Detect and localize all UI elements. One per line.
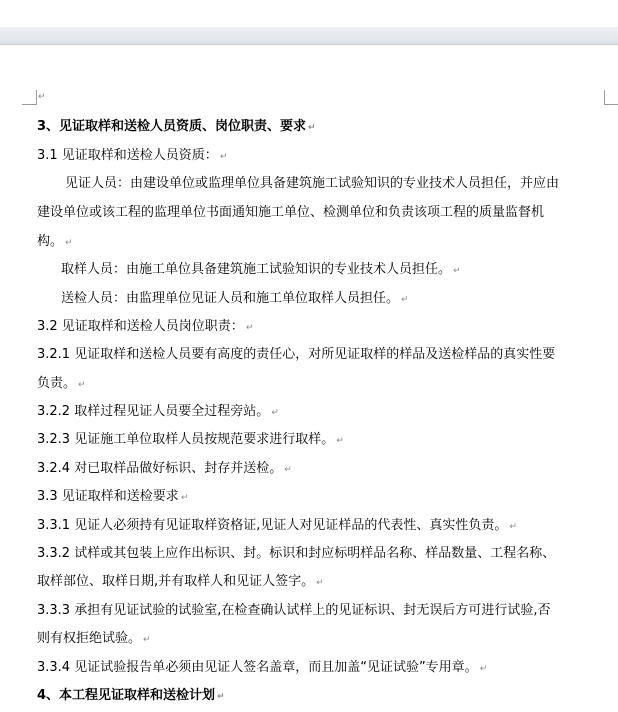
item-3-2-1-line-2: 负责。 ↵ <box>37 376 86 391</box>
section-3-heading: 3、见证取样和送检人员资质、岗位职责、要求 ↵ <box>37 119 316 134</box>
sampling-personnel-paragraph: 取样人员：由施工单位具备建筑施工试验知识的专业技术人员担任。 ↵ <box>61 262 461 277</box>
item-3-2-3: 3.2.3 见证施工单位取样人员按规范要求进行取样。 ↵ <box>37 432 344 447</box>
delivery-personnel-paragraph: 送检人员：由监理单位见证人员和施工单位取样人员担任。 ↵ <box>61 291 409 306</box>
subsection-3-2-heading: 3.2 见证取样和送检人员岗位职责： ↵ <box>37 319 254 334</box>
witness-personnel-paragraph-line-2: 建设单位或该工程的监理单位书面通知施工单位、检测单位和负责该项工程的质量监督机 <box>37 205 545 220</box>
item-3-3-3-line-1: 3.3.3 承担有见证试验的试验室,在检查确认试样上的见证标识、封无误后方可进行试验,否 <box>37 603 551 618</box>
item-3-2-2: 3.2.2 取样过程见证人员要全过程旁站。 ↵ <box>37 404 279 419</box>
item-3-3-2-line-2: 取样部位、取样日期,并有取样人和见证人签字。 ↵ <box>37 574 324 589</box>
item-3-3-2-line-1: 3.3.2 试样或其包装上应作出标识、封。标识和封应标明样品名称、样品数量、工程名称、 <box>37 546 556 561</box>
subsection-3-1-heading: 3.1 见证取样和送检人员资质： ↵ <box>37 148 228 163</box>
witness-personnel-paragraph-line-3: 构。 ↵ <box>37 234 73 249</box>
section-4-heading: 4、本工程见证取样和送检计划 ↵ <box>37 688 225 703</box>
item-3-2-4: 3.2.4 对已取样品做好标识、封存并送检。 ↵ <box>37 461 292 476</box>
window-top-area <box>0 0 618 27</box>
item-3-3-4: 3.3.4 见证试验报告单必须由见证人签名盖章，而且加盖“见证试验”专用章。 ↵ <box>37 660 488 675</box>
empty-paragraph-mark: ↵ <box>38 92 46 102</box>
top-right-margin-marker <box>604 90 618 105</box>
subsection-3-3-heading: 3.3 见证取样和送检要求 ↵ <box>37 489 189 504</box>
item-3-3-1: 3.3.1 见证人必须持有见证取样资格证,见证人对见证样品的代表性、真实性负责。 ↵ <box>37 518 517 533</box>
ruler-bar <box>0 27 618 45</box>
witness-personnel-paragraph-line-1: 见证人员：由建设单位或监理单位具备建筑施工试验知识的专业技术人员担任，并应由 <box>65 176 560 191</box>
top-left-margin-marker <box>22 90 37 105</box>
item-3-2-1-line-1: 3.2.1 见证取样和送检人员要有高度的责任心，对所见证取样的样品及送检样品的真实性要 <box>37 347 556 362</box>
item-3-3-3-line-2: 则有权拒绝试验。 ↵ <box>37 631 151 646</box>
